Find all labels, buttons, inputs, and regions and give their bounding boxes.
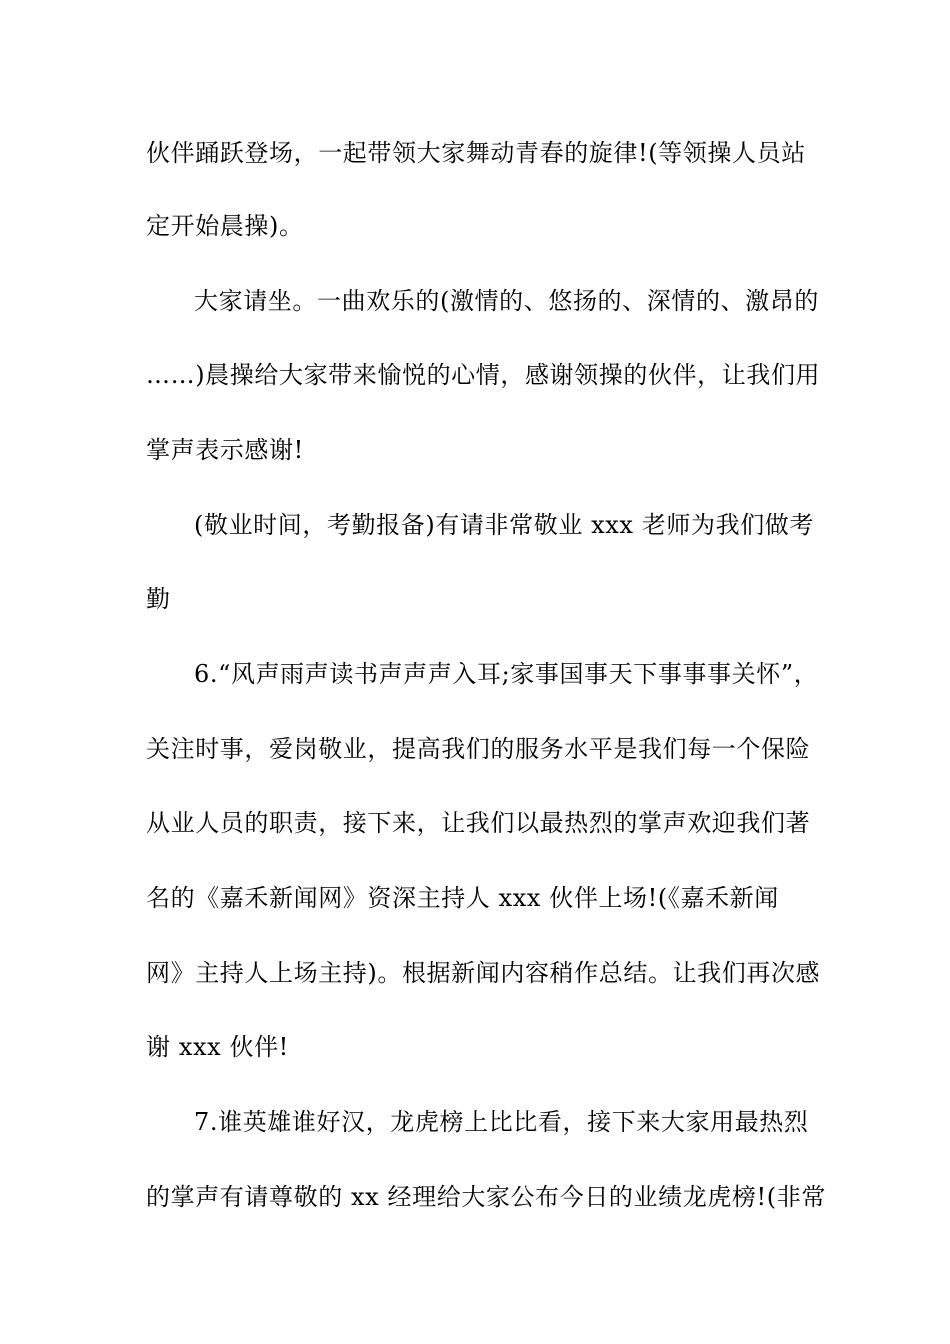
paragraph-start-line: 6.“风声雨声读书声声声入耳;家事国事天下事事事关怀”，: [194, 660, 819, 688]
text-line: 定开始晨操)。: [146, 212, 304, 240]
text-line: 掌声表示感谢!: [146, 436, 304, 464]
text-line: 勤: [146, 585, 171, 613]
text-line: 关注时事，爱岗敬业，提高我们的服务水平是我们每一个保险: [146, 735, 811, 763]
paragraph-start-line: (敬业时间，考勤报备)有请非常敬业 xxx 老师为我们做考: [194, 511, 814, 539]
paragraph-start-line: 大家请坐。一曲欢乐的(激情的、悠扬的、深情的、激昂的: [194, 287, 819, 315]
text-line: ……)晨操给大家带来愉悦的心情，感谢领操的伙伴，让我们用: [146, 361, 821, 389]
text-line: 的掌声有请尊敬的 xx 经理给大家公布今日的业绩龙虎榜!(非常: [146, 1183, 826, 1211]
text-line: 谢 xxx 伙伴!: [146, 1033, 289, 1061]
text-line: 网》主持人上场主持)。根据新闻内容稍作总结。让我们再次感: [146, 959, 821, 987]
text-line: 从业人员的职责，接下来，让我们以最热烈的掌声欢迎我们著: [146, 809, 811, 837]
text-line: 伙伴踊跃登场，一起带领大家舞动青春的旋律!(等领操人员站: [146, 139, 806, 167]
paragraph-start-line: 7.谁英雄谁好汉，龙虎榜上比比看，接下来大家用最热烈: [194, 1108, 809, 1136]
text-line: 名的《嘉禾新闻网》资深主持人 xxx 伙伴上场!(《嘉禾新闻: [146, 884, 779, 912]
